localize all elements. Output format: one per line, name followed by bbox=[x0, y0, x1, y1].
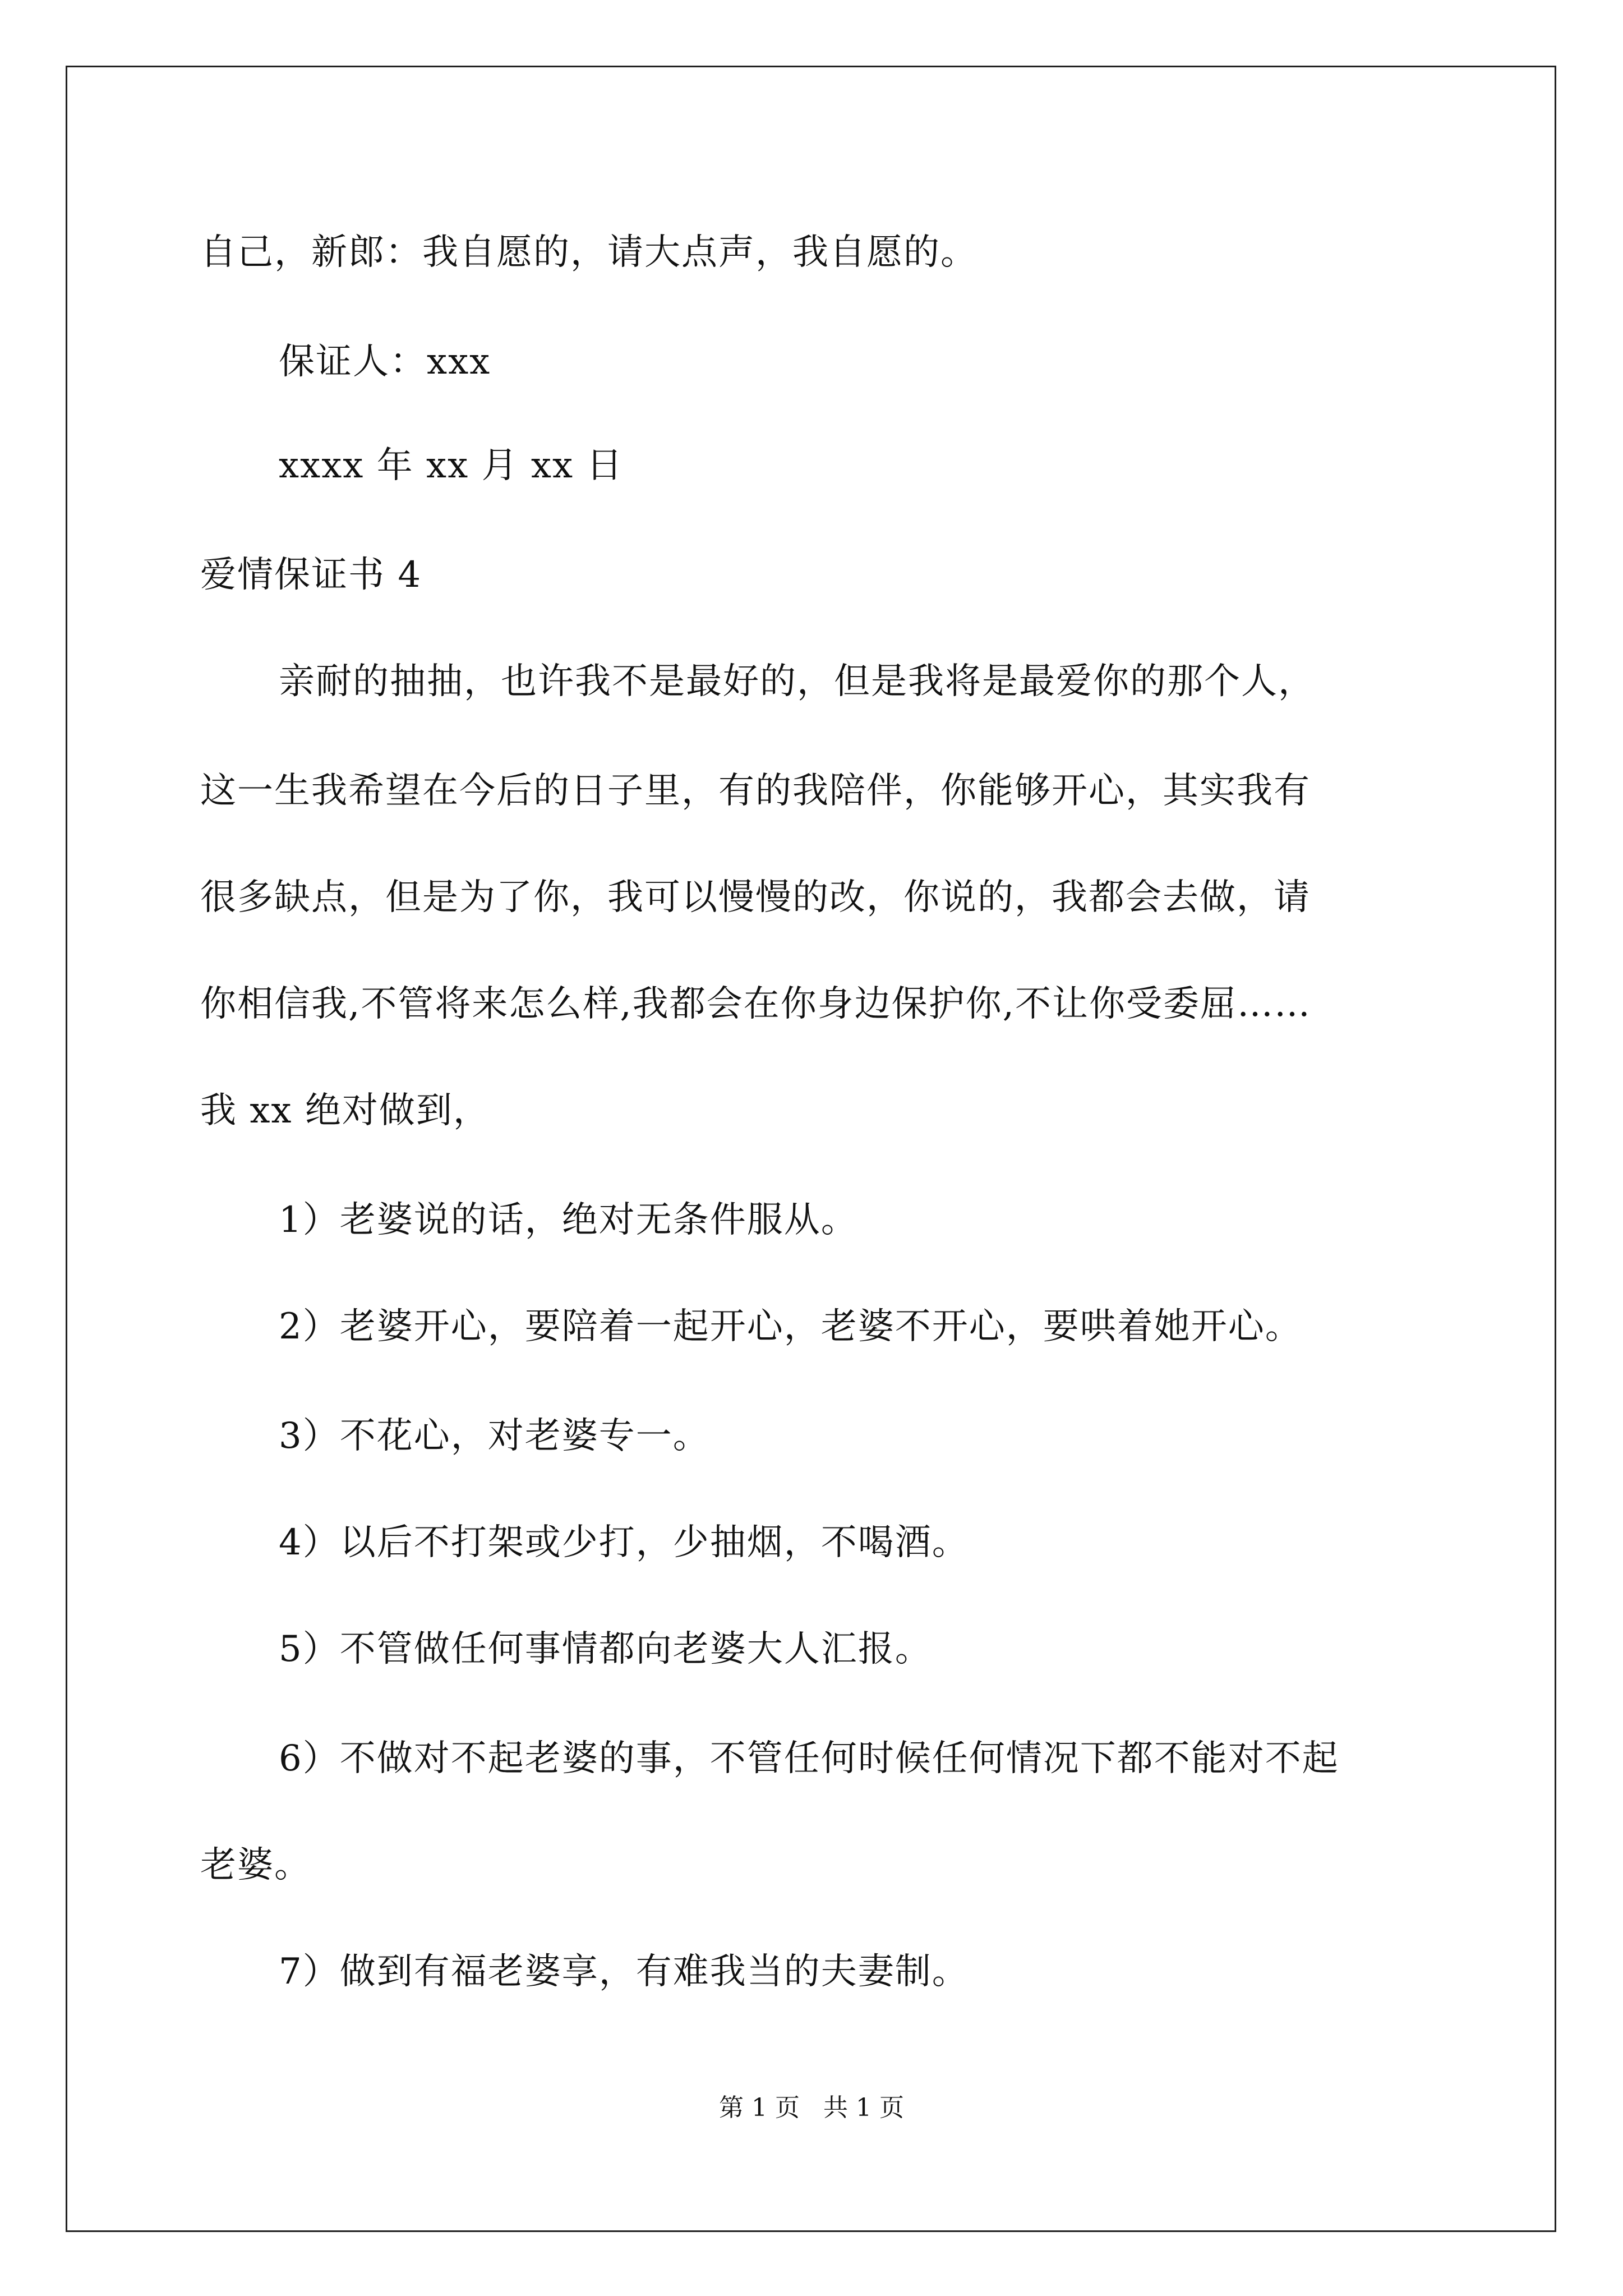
text-line-7: 很多缺点，但是为了你，我可以慢慢的改，你说的，我都会去做，请 bbox=[200, 877, 1311, 918]
text-line-8: 你相信我,不管将来怎么样,我都会在你身边保护你,不让你受委屈…… bbox=[200, 983, 1312, 1025]
list-item-1: 1）老婆说的话，绝对无条件服从。 bbox=[279, 1199, 858, 1241]
guarantor-line: 保证人：xxx bbox=[279, 341, 491, 383]
list-item-4: 4）以后不打架或少打，少抽烟，不喝酒。 bbox=[279, 1522, 969, 1563]
section-heading: 爱情保证书 4 bbox=[200, 554, 422, 596]
page-footer: 第 1 页 共 1 页 bbox=[719, 2093, 904, 2122]
date-line: xxxx 年 xx 月 xx 日 bbox=[279, 445, 624, 486]
text-line-6: 这一生我希望在今后的日子里，有的我陪伴，你能够开心，其实我有 bbox=[200, 770, 1311, 812]
text-line-5: 亲耐的抽抽，也许我不是最好的，但是我将是最爱你的那个人， bbox=[279, 661, 1315, 702]
text-line-9: 我 xx 绝对做到， bbox=[200, 1090, 490, 1131]
list-item-6-continued: 老婆。 bbox=[200, 1844, 311, 1886]
page-border bbox=[66, 66, 1556, 2232]
list-item-3: 3）不花心，对老婆专一。 bbox=[279, 1415, 710, 1457]
list-item-5: 5）不管做任何事情都向老婆大人汇报。 bbox=[279, 1628, 932, 1670]
text-line-1: 自己，新郎：我自愿的，请大点声，我自愿的。 bbox=[200, 232, 978, 273]
list-item-2: 2）老婆开心，要陪着一起开心，老婆不开心，要哄着她开心。 bbox=[279, 1306, 1302, 1347]
list-item-6: 6）不做对不起老婆的事，不管任何时候任何情况下都不能对不起 bbox=[279, 1738, 1339, 1779]
list-item-7: 7）做到有福老婆享，有难我当的夫妻制。 bbox=[279, 1951, 969, 1993]
